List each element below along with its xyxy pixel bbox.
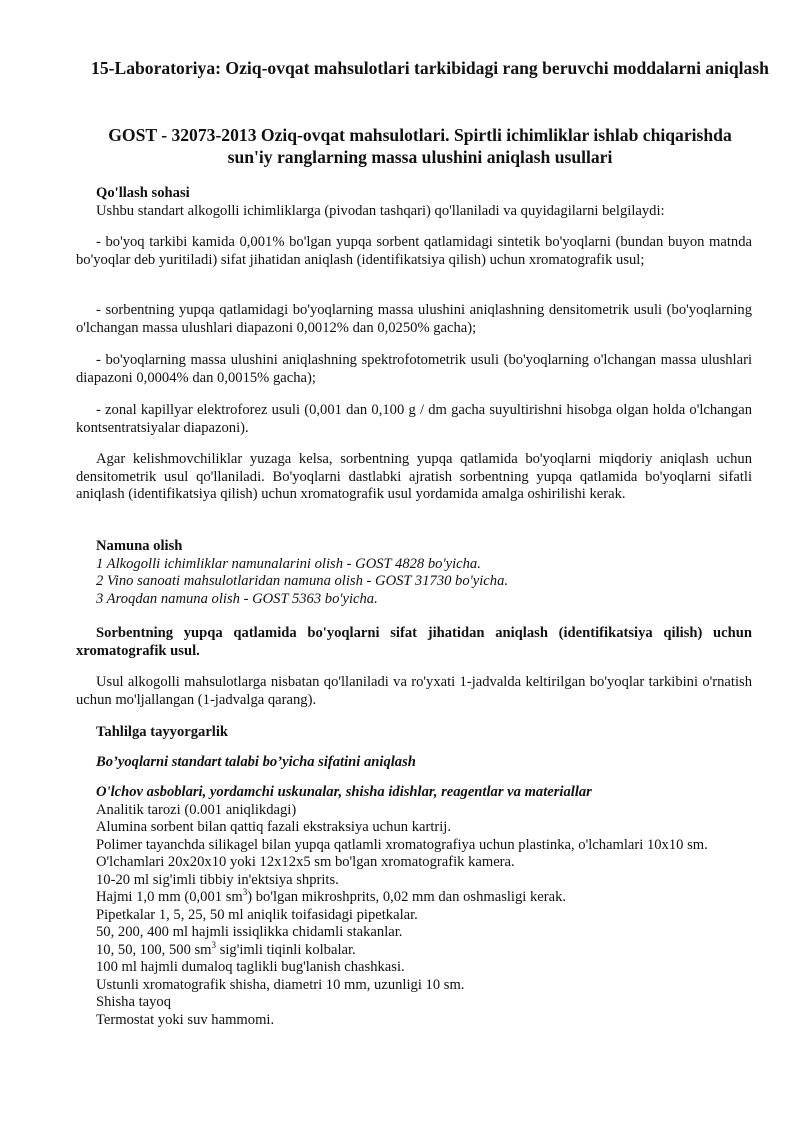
equipment-item: 50, 200, 400 ml hajmli issiqlikka chidamli stakanlar. <box>96 924 403 940</box>
equipment-item: Pipetkalar 1, 5, 25, 50 ml aniqlik toifasidagi pipetkalar. <box>96 906 418 923</box>
equipment-item: Ustunli xromatografik shisha, diametri 10 mm, uzunligi 10 sm. <box>96 976 465 993</box>
equipment-item: Analitik tarozi (0.001 aniqlikdagi) <box>96 801 297 818</box>
standard-heading-block <box>76 754 752 772</box>
equipment-heading: O'lchov asboblari, yordamchi uskunalar, shisha idishlar, reagentlar va materiallar <box>96 784 592 800</box>
flask-text-b: sig'imli tiqinli kolbalar. <box>216 941 356 958</box>
equipment-item: Alumina sorbent bilan qattiq fazali ekstraksiya uchun kartrij. <box>96 819 452 835</box>
equipment-item: 10-20 ml sig'imli tibbiy in'ektsiya shprits. <box>96 871 339 888</box>
equipment-item: O'lchamlari 20x20x10 yoki 12x12x5 sm bo'lgan xromatografik kamera. <box>96 854 515 870</box>
sampling-heading: Namuna olish <box>96 538 183 554</box>
sampling-section <box>76 538 752 608</box>
equipment-item: 100 ml hajmli dumaloq taglikli bug'lanish chashkasi. <box>96 959 405 975</box>
scope-item <box>76 352 752 387</box>
method-text: Usul alkogolli mahsulotlarga nisbatan qo'llaniladi va ro'yxati 1-jadvalda keltirilgan bo'yoqlar tarkibini o'rnatish uchun mo'ljallangan (1-jadvalga qarang). <box>76 674 752 708</box>
sampling-item: 1 Alkogolli ichimliklar namunalarini olish - GOST 4828 bo'yicha. <box>96 555 481 572</box>
scope-intro: Ushbu standart alkogolli ichimliklarga (pivodan tashqari) qo'llaniladi va quyidagilarni belgilaydi: <box>96 202 665 219</box>
microsyringe-text-b: ) bo'lgan mikroshprits, 0,02 mm dan oshmasligi kerak. <box>247 889 567 905</box>
standard-title: GOST - 32073-2013 Oziq-ovqat mahsulotlari. Spirtli ichimliklar ishlab chiqarishda sun'iy ranglarning massa ulushini aniqlash usullari <box>108 125 732 167</box>
prep-heading-block <box>76 724 752 742</box>
prep-heading: Tahlilga tayyorgarlik <box>96 724 229 740</box>
scope-item-text: - zonal kapillyar elektroforez usuli (0,001 dan 0,100 g / dm gacha suyultirishni hisobga olgan holda o'lchangan kontsentratsiyalar diapazoni). <box>76 402 752 436</box>
method-heading-block <box>76 625 752 660</box>
equipment-item: Shisha tayoq <box>96 994 171 1010</box>
sampling-item: 2 Vino sanoati mahsulotlaridan namuna olish - GOST 31730 bo'yicha. <box>96 573 509 589</box>
scope-item <box>76 234 752 269</box>
method-paragraph <box>76 674 752 709</box>
equipment-item: Polimer tayanchda silikagel bilan yupqa qatlamli xromatografiya uchun plastinka, o'lchamlari 10x10 sm. <box>96 836 708 853</box>
scope-item-text: - bo'yoq tarkibi kamida 0,001% bo'lgan yupqa sorbent qatlamidagi sintetik bo'yoqlarni (bundan buyon matnda bo'yoqlar deb yuritiladi) sifat jihatidan aniqlash (identifikatsiya qilish) uchun xromatografik usul; <box>76 234 752 268</box>
equipment-item-flasks <box>76 939 752 960</box>
scope-item-text: - bo'yoqlarning massa ulushini aniqlashning spektrofotometrik usuli (bo'yoqlarning o'lchangan massa ulushlari diapazoni 0,0004% dan 0,0015% gacha); <box>76 352 752 386</box>
scope-heading: Qo'llash sohasi <box>96 185 190 201</box>
equipment-section <box>76 784 752 1029</box>
standard-heading: Bo’yoqlarni standart talabi bo’yicha sifatini aniqlash <box>96 754 416 770</box>
disagreement-text: Agar kelishmovchiliklar yuzaga kelsa, sorbentning yupqa qatlamida bo'yoqlarni miqdoriy aniqlash uchun densitometrik usul qo'llaniladi. Bo'yoqlarni dastlabki ajratish sorbentning yupqa qatlamida bo'yoqlarni sifatli aniqlash (identifikatsiya qilish) uchun xromatografik usul yordamida amalga oshirilishi kerak. <box>76 451 752 502</box>
disagreement-paragraph <box>76 451 752 504</box>
equipment-item-microsyringe <box>76 889 752 907</box>
scope-section <box>76 185 752 220</box>
sampling-item: 3 Aroqdan namuna olish - GOST 5363 bo'yicha. <box>96 590 378 607</box>
flask-text-a: 10, 50, 100, 500 sm <box>96 941 212 958</box>
flask-superscript: 3 <box>211 939 217 950</box>
equipment-item: Termostat yoki suv hammomi. <box>96 1011 275 1028</box>
scope-item <box>76 302 752 337</box>
page-title: 15-Laboratoriya: Oziq-ovqat mahsulotlari tarkibidagi rang beruvchi moddalarni aniqlash <box>91 58 769 78</box>
microsyringe-text-a: Hajmi 1,0 mm (0,001 sm <box>96 889 243 905</box>
scope-item-text: - sorbentning yupqa qatlamidagi bo'yoqlarning massa ulushini aniqlashning densitometrik usuli (bo'yoqlarning o'lchangan massa ulushlari diapazoni 0,0012% dan 0,0250% gacha); <box>76 302 752 336</box>
method-heading: Sorbentning yupqa qatlamida bo'yoqlarni sifat jihatidan aniqlash (identifikatsiya qilish) uchun xromatografik usul. <box>76 625 752 659</box>
microsyringe-superscript: 3 <box>242 887 248 897</box>
scope-item <box>76 402 752 437</box>
